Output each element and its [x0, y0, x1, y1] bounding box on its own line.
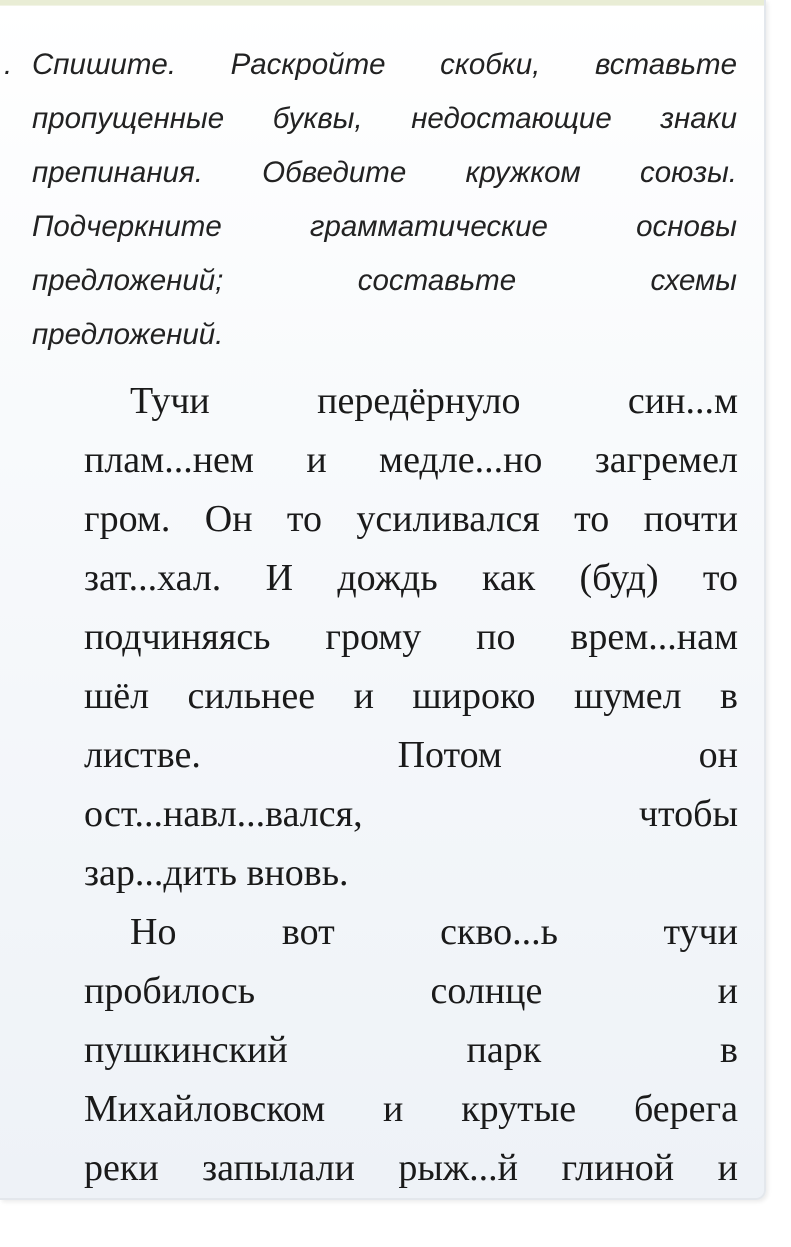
story-p1-line-7: листве. Потом он [84, 734, 738, 776]
story-p2-line-5: реки запылали рыж...й глиной и [84, 1147, 738, 1189]
task-instructions [4, 38, 737, 362]
story-p1-line-9: зар...дить вновь. [84, 852, 349, 894]
story-p1-line-5: подчиняясь грому по врем...нам [84, 616, 738, 658]
story-p1-line-4: зат...хал. И дождь как (буд) то [84, 557, 738, 599]
story-p1-line-3: гром. Он то усиливался то почти [84, 498, 738, 540]
story-p2-line-1: Но вот скво...ь тучи [130, 911, 738, 953]
task-line-6: предложений. [32, 318, 224, 351]
story-p1-line-1: Тучи передёрнуло син...м [130, 380, 738, 422]
top-divider [0, 0, 764, 5]
story-p2-line-2: пробилось солнце и [84, 970, 738, 1012]
task-line-4: Подчеркните грамматические основы [32, 210, 737, 243]
story-p2-line-3: пушкинский парк в [84, 1029, 738, 1071]
task-number-marker: . [4, 48, 13, 81]
task-line-3: препинания. Обведите кружком союзы. [32, 156, 737, 189]
story-text [84, 372, 738, 1198]
story-p1-line-6: шёл сильнее и широко шумел в [84, 675, 738, 717]
story-p1-line-8: ост...навл...вался, чтобы [84, 793, 738, 835]
story-p2-line-4: Михайловском и крутые берега [84, 1088, 738, 1130]
task-line-1: Спишите. Раскройте скобки, вставьте [32, 48, 737, 81]
task-line-2: пропущенные буквы, недостающие знаки [32, 102, 737, 135]
task-line-5: предложений; составьте схемы [32, 264, 737, 297]
story-p1-line-2: плам...нем и медле...но загремел [84, 439, 738, 481]
